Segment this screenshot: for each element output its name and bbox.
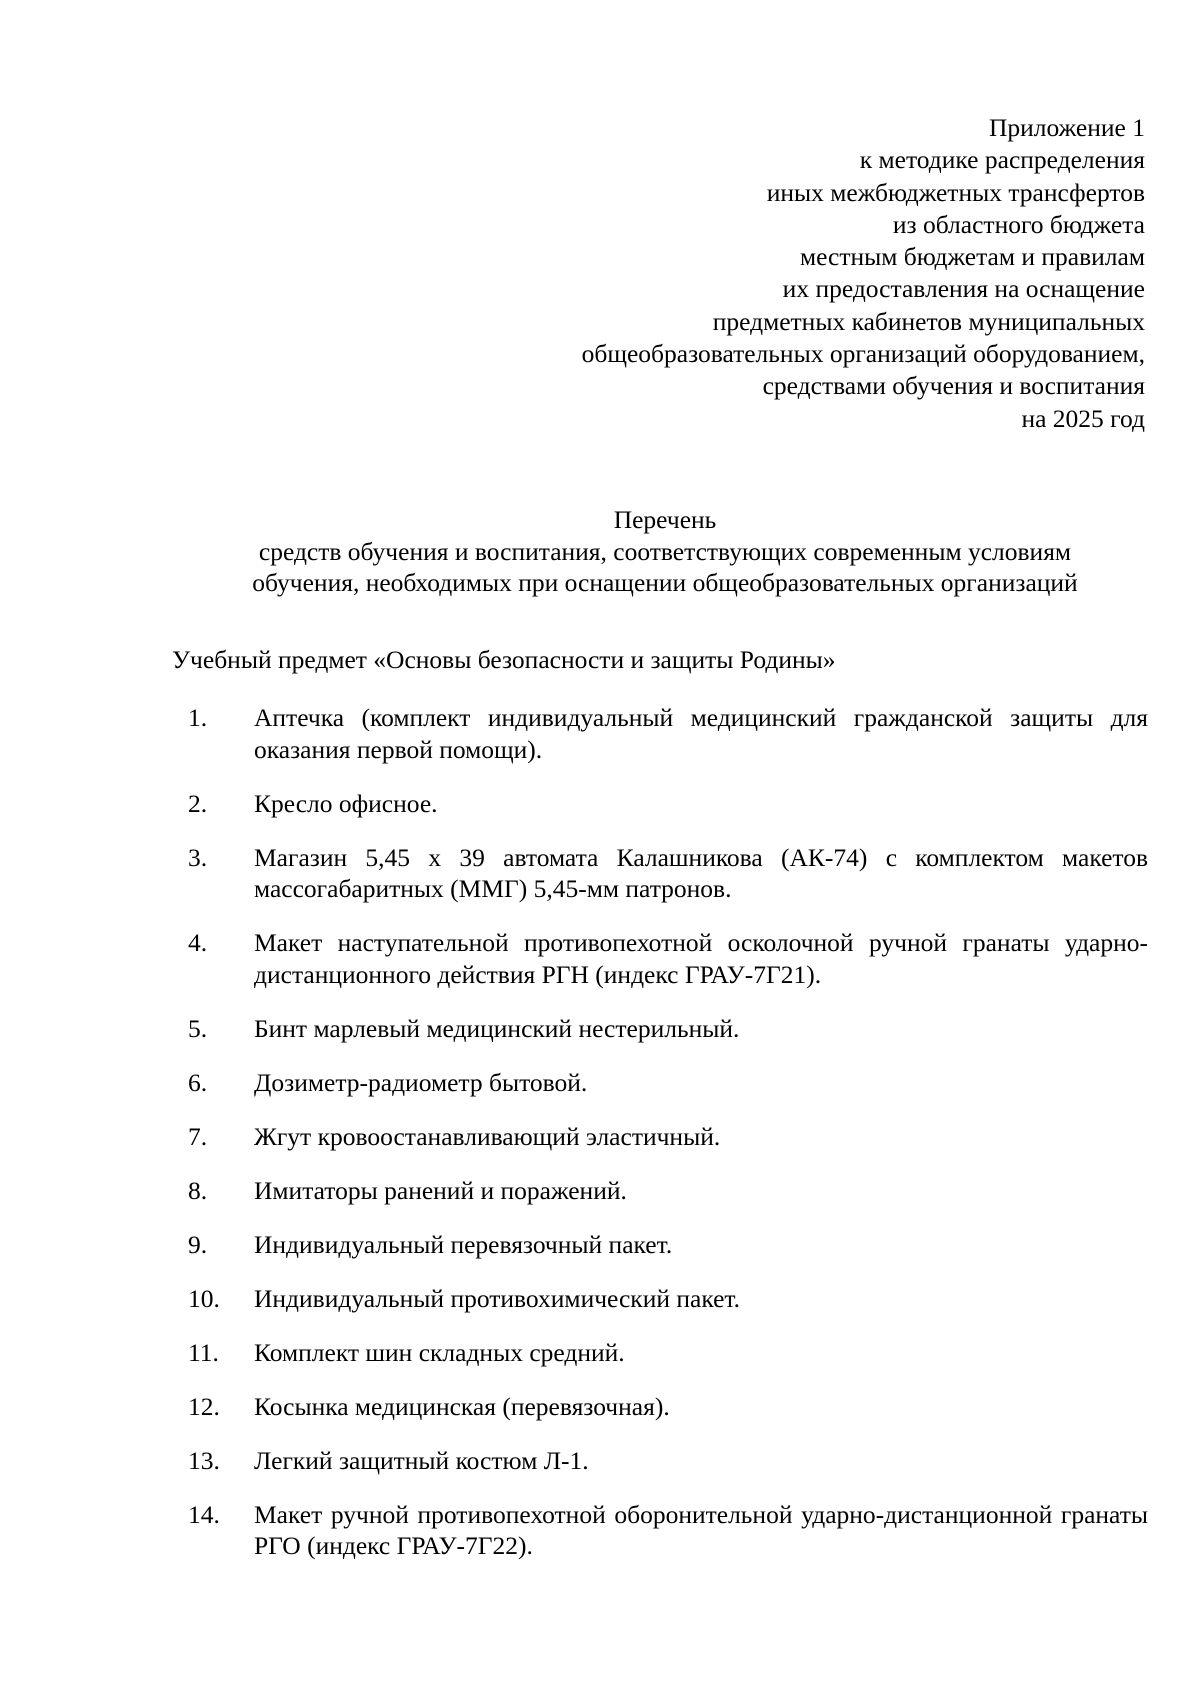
list-item xyxy=(188,927,1148,990)
item-number: 14. xyxy=(188,1499,220,1529)
item-text: Жгут кровоостанавливающий эластичный. xyxy=(254,1121,721,1151)
item-text: Косынка медицинская (перевязочная). xyxy=(254,1391,670,1421)
item-number: 4. xyxy=(188,928,208,957)
item-text: Индивидуальный противохимический пакет. xyxy=(254,1283,741,1313)
item-text: Бинт марлевый медицинский нестерильный. xyxy=(254,1013,740,1043)
item-text: Магазин 5,45 х 39 автомата Калашникова (АК-74) с комплектом макетов массогабаритных (ММГ) 5,45-мм патронов. xyxy=(254,842,1148,903)
list-item xyxy=(188,1391,1148,1423)
list-item xyxy=(188,1067,1148,1099)
appendix-line: общеобразовательных организаций оборудованием, xyxy=(581,339,1145,369)
appendix-line: предметных кабинетов муниципальных xyxy=(712,306,1145,336)
appendix-line: их предоставления на оснащение xyxy=(782,274,1145,304)
item-text: Комплект шин складных средний. xyxy=(254,1337,625,1367)
list-item xyxy=(188,1445,1148,1477)
item-text: Индивидуальный перевязочный пакет. xyxy=(254,1229,673,1259)
list-item xyxy=(188,842,1148,905)
title-line-2: обучения, необходимых при оснащении общеобразовательных организаций xyxy=(252,568,1078,597)
list-item xyxy=(188,1121,1148,1153)
title-line-1: средств обучения и воспитания, соответствующих современным условиям xyxy=(258,536,1072,566)
list-item xyxy=(188,1283,1148,1315)
title-heading: Перечень xyxy=(613,505,717,534)
list-item xyxy=(188,1499,1148,1562)
item-text: Макет наступательной противопехотной осколочной ручной гранаты ударно-дистанционного действия РГН (индекс ГРАУ-7Г21). xyxy=(254,928,1148,989)
item-text: Макет ручной противопехотной оборонительной ударно-дистанционной гранаты РГО (индекс ГРАУ-7Г22). xyxy=(254,1499,1148,1560)
item-number: 11. xyxy=(188,1337,219,1367)
appendix-line: местным бюджетам и правилам xyxy=(799,242,1145,272)
item-text: Аптечка (комплект индивидуальный медицинский гражданской защиты для оказания первой помощи). xyxy=(254,703,1148,764)
appendix-line: иных межбюджетных трансфертов xyxy=(766,177,1145,207)
item-text: Имитаторы ранений и поражений. xyxy=(254,1175,627,1205)
equipment-list xyxy=(188,702,1148,1584)
item-number: 5. xyxy=(188,1013,208,1043)
subject-line: Учебный предмет «Основы безопасности и защиты Родины» xyxy=(172,645,836,674)
list-item xyxy=(188,1229,1148,1261)
appendix-header xyxy=(505,112,1145,435)
list-item xyxy=(188,1337,1148,1369)
item-text: Легкий защитный костюм Л-1. xyxy=(254,1445,589,1475)
item-number: 1. xyxy=(188,703,208,732)
item-number: 10. xyxy=(188,1283,220,1313)
document-title xyxy=(140,504,1190,599)
item-text: Кресло офисное. xyxy=(254,788,438,818)
item-number: 7. xyxy=(188,1121,208,1151)
item-number: 6. xyxy=(188,1067,208,1097)
appendix-line: к методике распределения xyxy=(859,145,1145,175)
item-number: 2. xyxy=(188,788,208,818)
list-item xyxy=(188,788,1148,820)
item-number: 9. xyxy=(188,1229,208,1259)
appendix-line: средствами обучения и воспитания xyxy=(762,371,1145,401)
item-number: 8. xyxy=(188,1175,208,1205)
list-item xyxy=(188,1013,1148,1045)
appendix-line: на 2025 год xyxy=(1021,403,1145,433)
item-number: 13. xyxy=(188,1445,220,1475)
appendix-line: Приложение 1 xyxy=(989,113,1145,142)
list-item xyxy=(188,1175,1148,1207)
appendix-line: из областного бюджета xyxy=(892,209,1145,239)
item-number: 3. xyxy=(188,842,208,872)
list-item xyxy=(188,702,1148,765)
item-text: Дозиметр-радиометр бытовой. xyxy=(254,1067,588,1097)
item-number: 12. xyxy=(188,1391,220,1421)
